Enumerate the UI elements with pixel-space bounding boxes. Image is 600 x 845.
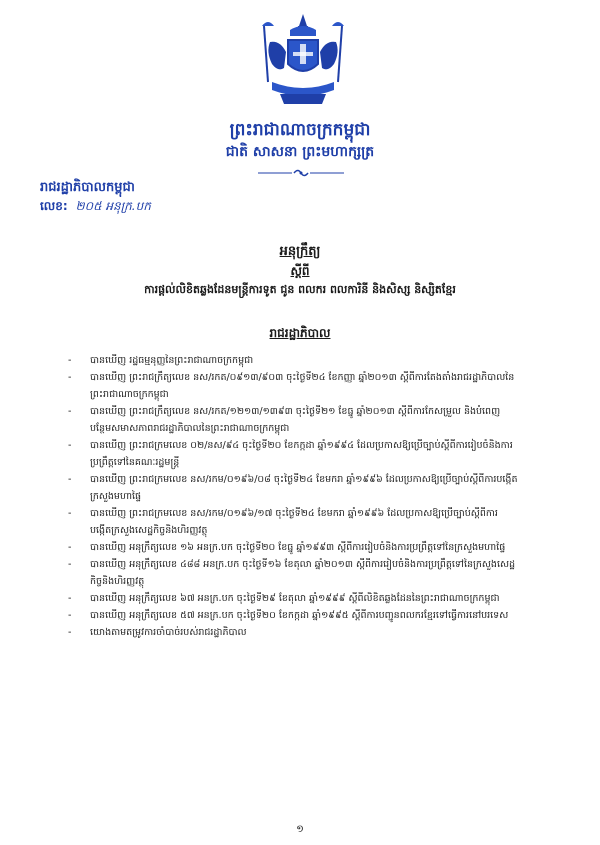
list-item-text: បានឃើញ រដ្ឋធម្មនុញ្ញនៃព្រះរាជាណាចក្រកម្ពុជា xyxy=(90,355,254,366)
government-heading: រាជរដ្ឋាភិបាល xyxy=(269,326,331,340)
issuing-government: រាជរដ្ឋាភិបាលកម្ពុជា xyxy=(40,180,135,195)
list-item: - បានឃើញ ព្រះរាជក្រឹត្យលេខ នស/រកត/០៩១៣/៩០៣ ចុះថ្ងៃទី២៤ ខែកញ្ញា ឆ្នាំ២០១៣ ស្តីពីការតែងតាំងរាជរដ្ឋាភិបាលនៃព្រះរាជាណាចក្រកម្ពុជា xyxy=(68,372,515,400)
document-subject: ការផ្តល់លិខិតឆ្លងដែនមន្ត្រីការទូត ជូន ពលករ ពលការិនី និងសិស្ស និស្សិតខ្មែរ xyxy=(144,283,456,296)
list-item-text: បានឃើញ អនុក្រឹត្យលេខ ៦៧ អនក្រ.បក ចុះថ្ងៃទី២៩ ខែតុលា ឆ្នាំ១៩៩៩ ស្តីពីលិខិតឆ្លងដែននៃព្រះរាជាណាចក្រកម្ពុជា xyxy=(90,593,500,604)
document-type: អនុក្រឹត្យ xyxy=(279,244,321,259)
list-item: - បានឃើញ ព្រះរាជក្រឹត្យលេខ នស/រកត/១២១៣/១៣៩៣ ចុះថ្ងៃទី២១ ខែធ្នូ ឆ្នាំ២០១៣ ស្តីពីការកែសម្រួល និងបំពេញបន្ថែមសមាសភាពរាជរដ្ឋាភិបាលនៃព្រះរាជាណាចក្រកម្ពុជា xyxy=(68,406,501,434)
list-item-text: បានឃើញ អនុក្រឹត្យលេខ ៥៧ អនក្រ.បក ចុះថ្ងៃទី២០ ខែកក្កដា ឆ្នាំ១៩៩៥ ស្តីពីការបញ្ជូនពលករខ្មែរទៅធ្វើការនៅបរទេស xyxy=(90,610,509,621)
kingdom-title: ព្រះរាជាណាចក្រកម្ពុជា xyxy=(229,120,371,140)
list-item: - បានឃើញ ព្រះរាជក្រមលេខ ០២/នស/៩៤ ចុះថ្ងៃទី២០ ខែកក្កដា ឆ្នាំ១៩៩៤ ដែលប្រកាសឱ្យប្រើច្បាប់ស្តីពីការរៀបចំនិងការប្រព្រឹត្តទៅនៃគណៈរដ្ឋមន្ត្រី xyxy=(68,440,513,468)
list-item: - បានឃើញ ព្រះរាជក្រមលេខ នស/រកម/០១៩៦/១៧ ចុះថ្ងៃទី២៤ ខែមករា ឆ្នាំ១៩៩៦ ដែលប្រកាសឱ្យប្រើច្បាប់ស្តីពីការបង្កើតក្រសួងសេដ្ឋកិច្ចនិងហិរញ្ញវត្ថុ xyxy=(68,508,498,536)
list-item-text: បានឃើញ ព្រះរាជក្រមលេខ ០២/នស/៩៤ ចុះថ្ងៃទី២០ ខែកក្កដា ឆ្នាំ១៩៩៤ ដែលប្រកាសឱ្យប្រើច្បាប់ស្តីពីការរៀបចំនិងការប្រព្រឹត្តទៅនៃគណៈរដ្ឋមន្ត្រី xyxy=(90,440,513,468)
document-number xyxy=(40,198,151,216)
list-item: - បានឃើញ រដ្ឋធម្មនុញ្ញនៃព្រះរាជាណាចក្រកម្ពុជា xyxy=(68,355,254,366)
list-item-text: បានឃើញ ព្រះរាជក្រឹត្យលេខ នស/រកត/០៩១៣/៩០៣ ចុះថ្ងៃទី២៤ ខែកញ្ញា ឆ្នាំ២០១៣ ស្តីពីការតែងតាំងរាជរដ្ឋាភិបាលនៃព្រះរាជាណាចក្រកម្ពុជា xyxy=(90,372,515,400)
document-number-value: ២០៥ អនុក្រ.បក xyxy=(75,199,151,213)
list-item: - បានឃើញ អនុក្រឹត្យលេខ ៥៧ អនក្រ.បក ចុះថ្ងៃទី២០ ខែកក្កដា ឆ្នាំ១៩៩៥ ស្តីពីការបញ្ជូនពលករខ្មែរទៅធ្វើការនៅបរទេស xyxy=(68,610,509,621)
divider-ornament-icon xyxy=(258,168,344,178)
preamble-list xyxy=(68,352,518,641)
list-item-text: បានឃើញ ព្រះរាជក្រមលេខ នស/រកម/០១៩៦/១៧ ចុះថ្ងៃទី២៤ ខែមករា ឆ្នាំ១៩៩៦ ដែលប្រកាសឱ្យប្រើច្បាប់ស្តីពីការបង្កើតក្រសួងសេដ្ឋកិច្ចនិងហិរញ្ញវត្ថុ xyxy=(90,508,498,536)
royal-arms-emblem-icon xyxy=(260,12,346,110)
list-item: - បានឃើញ អនុក្រឹត្យលេខ ៦៧ អនក្រ.បក ចុះថ្ងៃទី២៩ ខែតុលា ឆ្នាំ១៩៩៩ ស្តីពីលិខិតឆ្លងដែននៃព្រះរាជាណាចក្រកម្ពុជា xyxy=(68,593,500,604)
list-item-text: បានឃើញ អនុក្រឹត្យលេខ ១៦ អនក្រ.បក ចុះថ្ងៃទី២០ ខែធ្នូ ឆ្នាំ១៩៩៣ ស្តីពីការរៀបចំនិងការប្រព្រឹត្តទៅនៃក្រសួងមហាផ្ទៃ xyxy=(90,542,506,553)
about-label: ស្តីពី xyxy=(290,264,310,278)
list-item-text: បានឃើញ អនុក្រឹត្យលេខ ៤៨៨ អនក្រ.បក ចុះថ្ងៃទី១៦ ខែតុលា ឆ្នាំ២០១៣ ស្តីពីការរៀបចំនិងការប្រព្រឹត្តទៅនៃក្រសួងសេដ្ឋកិច្ចនិងហិរញ្ញវត្ថុ xyxy=(90,559,516,587)
document-number-label: លេខ: xyxy=(40,199,68,213)
list-item: - បានឃើញ អនុក្រឹត្យលេខ ១៦ អនក្រ.បក ចុះថ្ងៃទី២០ ខែធ្នូ ឆ្នាំ១៩៩៣ ស្តីពីការរៀបចំនិងការប្រព្រឹត្តទៅនៃក្រសួងមហាផ្ទៃ xyxy=(68,542,506,553)
list-item-text: យោងតាមតម្រូវការចាំបាច់របស់រាជរដ្ឋាភិបាល xyxy=(90,627,247,638)
national-motto: ជាតិ សាសនា ព្រះមហាក្សត្រ xyxy=(225,144,375,160)
list-item-text: បានឃើញ ព្រះរាជក្រមលេខ នស/រកម/០១៩៦/០៨ ចុះថ្ងៃទី២៤ ខែមករា ឆ្នាំ១៩៩៦ ដែលប្រកាសឱ្យប្រើច្បាប់ស្តីពីការបង្កើតក្រសួងមហាផ្ទៃ xyxy=(90,474,518,502)
list-item: - យោងតាមតម្រូវការចាំបាច់របស់រាជរដ្ឋាភិបាល xyxy=(68,627,247,638)
page-number: ១ xyxy=(296,824,304,835)
list-item-text: បានឃើញ ព្រះរាជក្រឹត្យលេខ នស/រកត/១២១៣/១៣៩៣ ចុះថ្ងៃទី២១ ខែធ្នូ ឆ្នាំ២០១៣ ស្តីពីការកែសម្រួល និងបំពេញបន្ថែមសមាសភាពរាជរដ្ឋាភិបាលនៃព្រះរាជាណាចក្រកម្ពុជា xyxy=(90,406,501,434)
list-item: - បានឃើញ ព្រះរាជក្រមលេខ នស/រកម/០១៩៦/០៨ ចុះថ្ងៃទី២៤ ខែមករា ឆ្នាំ១៩៩៦ ដែលប្រកាសឱ្យប្រើច្បាប់ស្តីពីការបង្កើតក្រសួងមហាផ្ទៃ xyxy=(68,474,518,502)
list-item: - បានឃើញ អនុក្រឹត្យលេខ ៤៨៨ អនក្រ.បក ចុះថ្ងៃទី១៦ ខែតុលា ឆ្នាំ២០១៣ ស្តីពីការរៀបចំនិងការប្រព្រឹត្តទៅនៃក្រសួងសេដ្ឋកិច្ចនិងហិរញ្ញវត្ថុ xyxy=(68,559,516,587)
